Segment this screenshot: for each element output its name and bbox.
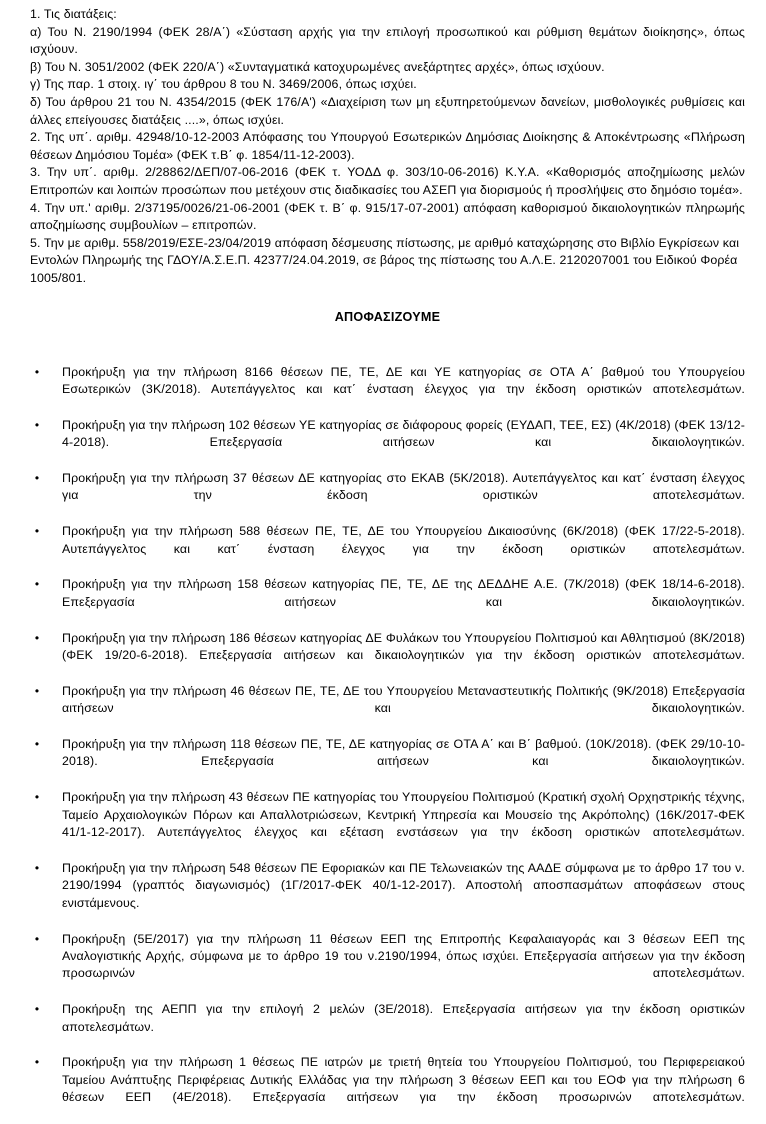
announcement-text: Προκήρυξη της ΑΕΠΠ για την επιλογή 2 μελών (3Ε/2018). Επεξεργασία αιτήσεων για την έκδοση οριστικών αποτελεσμάτων. [62, 1002, 745, 1034]
bullet-icon: • [34, 737, 40, 752]
provision-line: δ) Του άρθρου 21 του Ν. 4354/2015 (ΦΕΚ 176/Α') «Διαχείριση των μη εξυπηρετούμενων δανείων, μισθολογικές ρυθμίσεις και άλλες επείγουσες διατάξεις ....», όπως ισχύει. [30, 94, 745, 127]
list-item [30, 417, 745, 469]
bullet-icon: • [34, 683, 40, 698]
list-item [30, 683, 745, 735]
provision-line: 3. Την υπ΄. αριθμ. 2/28862/ΔΕΠ/07-06-2016 (ΦΕΚ τ. ΥΟΔΔ φ. 303/10-06-2016) Κ.Υ.Α. «Καθορισμός αποζημίωσης μελών Επιτροπών και λοιπών προσώπων που μετέχουν στις διαδικασίες του ΑΣΕΠ για διορισμούς ή προσλήψεις στο δημόσιο τομέα». [30, 165, 745, 197]
announcement-text: Προκήρυξη για την πλήρωση 102 θέσεων ΥΕ κατηγορίας σε διάφορους φορείς (ΕΥΔΑΠ, ΤΕΕ, ΕΣ) (4Κ/2018) (ΦΕΚ 13/12-4-2018). Επεξεργασία αιτήσεων και δικαιολογητικών. [62, 417, 745, 450]
announcement-text: Προκήρυξη για την πλήρωση 46 θέσεων ΠΕ, ΤΕ, ΔΕ του Υπουργείου Μεταναστευτικής Πολιτικής (9Κ/2018) Επεξεργασία αιτήσεων και δικαιολογητικών. [62, 683, 745, 716]
bullet-icon: • [34, 364, 40, 379]
list-item [30, 630, 745, 682]
announcement-text: Προκήρυξη για την πλήρωση 43 θέσεων ΠΕ κατηγορίας του Υπουργείου Πολιτισμού (Κρατική σχολή Ορχηστρικής τέχνης, Ταμείο Αρχαιολογικών Πόρων και Απαλλοτριώσεων, Κεντρική Υπηρεσία και Μουσείο της Ακρόπολης) (16Κ/2017-ΦΕΚ 41/1-12-2017). Αυτεπάγγελτος έλεγχος και εξέταση ενστάσεων για την έκδοση οριστικών αποτελεσμάτων. [62, 790, 745, 840]
decision-heading: ΑΠΟΦΑΣΙΖΟΥΜΕ [334, 309, 441, 324]
provision-line: 5. Την με αριθμ. 558/2019/ΕΣΕ-23/04/2019 απόφαση δέσμευσης πίστωσης, με αριθμό καταχώρησης στο Βιβλίο Εγκρίσεων και Εντολών Πληρωμής της ΓΔΟΥ/Α.Σ.Ε.Π. 42377/24.04.2019, σε βάρος της πίστωσης του Α.Λ.Ε. 2120207001 του Ειδικού Φορέα 1005/801. [30, 235, 740, 285]
provision-line: 4. Την υπ.' αριθμ. 2/37195/0026/21-06-2001 (ΦΕΚ τ. Β΄ φ. 915/17-07-2001) απόφαση καθορισμού δικαιολογητικών πληρωμής αποζημίωσης συμβουλίων – επιτροπών. [30, 200, 745, 233]
announcement-text: Προκήρυξη για την πλήρωση 8166 θέσεων ΠΕ, ΤΕ, ΔΕ και ΥΕ κατηγορίας σε ΟΤΑ Α΄ βαθμού του Υπουργείου Εσωτερικών (3Κ/2018). Αυτεπάγγελτος και κατ΄ ένσταση έλεγχος για την έκδοση οριστικών αποτελεσμάτων. [62, 364, 745, 396]
preamble-section [30, 6, 745, 288]
announcement-text: Προκήρυξη για την πλήρωση 37 θέσεων ΔΕ κατηγορίας στο ΕΚΑΒ (5Κ/2018). Αυτεπάγγελτος και κατ΄ ένσταση έλεγχος για την έκδοση οριστικών αποτελεσμάτων. [62, 470, 745, 503]
bullet-icon: • [34, 524, 40, 539]
bullet-icon: • [34, 790, 40, 805]
bullet-icon: • [34, 931, 40, 946]
provision-line: 1. Τις διατάξεις: [30, 7, 117, 21]
list-item [30, 364, 745, 416]
list-item [30, 1054, 745, 1124]
announcements-list [30, 364, 745, 1124]
provision-line: 2. Της υπ΄. αριθμ. 42948/10-12-2003 Απόφασης του Υπουργού Εσωτερικών Δημόσιας Διοίκησης & Αποκέντρωσης «Πλήρωση θέσεων Δημόσιου Τομέα» (ΦΕΚ τ.Β΄ φ. 1854/11-12-2003). [30, 130, 745, 162]
bullet-icon: • [34, 630, 40, 645]
provision-line: α) Του Ν. 2190/1994 (ΦΕΚ 28/Α΄) «Σύσταση αρχής για την επιλογή προσωπικού και ρύθμιση θεμάτων διοίκησης», όπως ισχύουν. [30, 24, 745, 57]
list-item [30, 576, 745, 628]
list-item [30, 931, 745, 1001]
list-item [30, 523, 745, 575]
list-item [30, 1001, 745, 1053]
announcement-text: Προκήρυξη για την πλήρωση 158 θέσεων κατηγορίας ΠΕ, ΤΕ, ΔΕ της ΔΕΔΔΗΕ Α.Ε. (7Κ/2018) (ΦΕΚ 18/14-6-2018). Επεξεργασία αιτήσεων και δικαιολογητικών. [62, 577, 745, 609]
announcement-text: Προκήρυξη για την πλήρωση 588 θέσεων ΠΕ, ΤΕ, ΔΕ του Υπουργείου Δικαιοσύνης (6Κ/2018) (ΦΕΚ 17/22-5-2018). Αυτεπάγγελτος και κατ΄ ένσταση έλεγχος για την έκδοση οριστικών αποτελεσμάτων. [62, 524, 745, 556]
announcement-text: Προκήρυξη (5Ε/2017) για την πλήρωση 11 θέσεων ΕΕΠ της Επιτροπής Κεφαλαιαγοράς και 3 θέσεων ΕΕΠ της Αναλογιστικής Αρχής, σύμφωνα με το άρθρο 19 του ν.2190/1994, όπως ισχύει. Επεξεργασία αιτήσεων για την έκδοση προσωρινών αποτελεσμάτων. [62, 931, 745, 981]
bullet-icon: • [34, 417, 40, 432]
announcement-text: Προκήρυξη για την πλήρωση 1 θέσεως ΠΕ ιατρών με τριετή θητεία του Υπουργείου Πολιτισμού, του Περιφερειακού Ταμείου Ανάπτυξης Περιφέρειας Δυτικής Ελλάδας για την πλήρωση 3 θέσεων ΕΕΠ και του ΕΟΦ για την πλήρωση 6 θέσεων ΕΕΠ (4Ε/2018). Επεξεργασία αιτήσεων για την έκδοση προσωρινών αποτελεσμάτων. [62, 1055, 745, 1105]
list-item [30, 470, 745, 522]
bullet-icon: • [34, 1055, 40, 1070]
bullet-icon: • [34, 860, 40, 875]
list-item [30, 860, 745, 930]
bullet-icon: • [34, 1002, 40, 1017]
provision-line: β) Του Ν. 3051/2002 (ΦΕΚ 220/Α΄) «Συνταγματικά κατοχυρωμένες ανεξάρτητες αρχές», όπως ισχύουν. [30, 59, 605, 74]
bullet-icon: • [34, 577, 40, 592]
bullet-icon: • [34, 470, 40, 485]
list-item [30, 736, 745, 788]
list-item [30, 789, 745, 859]
announcement-text: Προκήρυξη για την πλήρωση 548 θέσεων ΠΕ Εφοριακών και ΠΕ Τελωνειακών της ΑΑΔΕ σύμφωνα με το άρθρο 17 του ν. 2190/1994 (γραπτός διαγωνισμός) (1Γ/2017-ΦΕΚ 40/1-12-2017). Αποστολή αποσπασμάτων αποφάσεων στους ενιστάμενους. [62, 860, 745, 910]
announcement-text: Προκήρυξη για την πλήρωση 118 θέσεων ΠΕ, ΤΕ, ΔΕ κατηγορίας σε ΟΤΑ Α΄ και Β΄ βαθμού. (10Κ/2018). (ΦΕΚ 29/10-10-2018). Επεξεργασία αιτήσεων και δικαιολογητικών. [62, 737, 745, 769]
announcement-text: Προκήρυξη για την πλήρωση 186 θέσεων κατηγορίας ΔΕ Φυλάκων του Υπουργείου Πολιτισμού και Αθλητισμού (8Κ/2018) (ΦΕΚ 19/20-6-2018). Επεξεργασία αιτήσεων και δικαιολογητικών για την έκδοση οριστικών αποτελεσμάτων. [62, 630, 745, 662]
provision-line: γ) Της παρ. 1 στοιχ. ιγ΄ του άρθρου 8 του Ν. 3469/2006, όπως ισχύει. [30, 77, 417, 92]
